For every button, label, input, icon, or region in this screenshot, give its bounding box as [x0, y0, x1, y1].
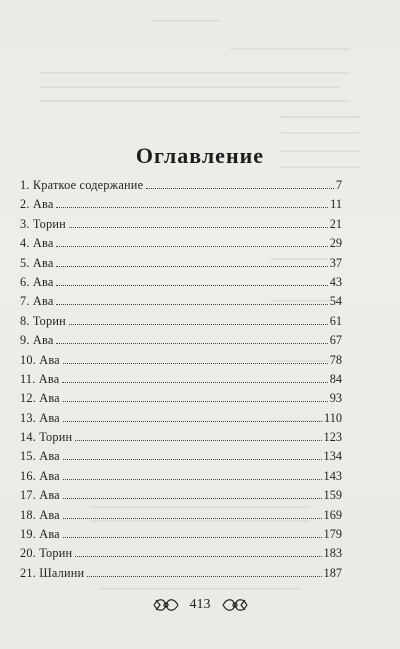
dot-leader [63, 421, 322, 422]
dot-leader [56, 285, 327, 286]
toc-entry [20, 353, 342, 372]
toc-entry [20, 411, 342, 430]
toc-entry-label: 21. Шалини [20, 565, 85, 580]
toc-entry-label: 8. Торин [20, 313, 66, 328]
toc-entry-page: 29 [329, 236, 342, 251]
toc-entry [20, 197, 342, 216]
toc-entry-page: 84 [329, 371, 342, 386]
toc-entry-label: 5. Ава [20, 255, 54, 270]
dot-leader [75, 556, 321, 557]
toc-entry-label: 11. Ава [20, 371, 60, 386]
toc-entry-page: 159 [323, 488, 342, 503]
toc-entry-label: 6. Ава [20, 274, 54, 289]
toc-entry-page: 187 [323, 565, 342, 580]
toc-entry [20, 546, 342, 565]
toc-entry [20, 566, 342, 585]
toc-entry [20, 488, 342, 507]
dot-leader [63, 518, 322, 519]
dot-leader [146, 188, 334, 189]
toc-entry-label: 4. Ава [20, 236, 54, 251]
toc-entry [20, 469, 342, 488]
dot-leader [63, 537, 322, 538]
toc-entry-label: 10. Ава [20, 352, 60, 367]
toc-entry-page: 123 [323, 430, 342, 445]
dot-leader [75, 440, 321, 441]
toc-entry [20, 217, 342, 236]
toc-entry [20, 275, 342, 294]
dot-leader [56, 266, 327, 267]
toc-entry-page: 7 [335, 178, 342, 192]
toc-entry-page: 67 [329, 333, 342, 348]
toc-entry [20, 178, 342, 197]
dot-leader [56, 304, 327, 305]
dot-leader [69, 324, 328, 325]
dot-leader [87, 576, 321, 577]
toc-entry-page: 110 [324, 410, 342, 425]
page-title: Оглавление [135, 142, 265, 168]
flourish-ornament-icon [152, 596, 180, 614]
toc-entry-page: 54 [329, 294, 342, 309]
toc-entry-page: 37 [329, 255, 342, 270]
toc-entry [20, 372, 342, 391]
flourish-ornament-icon [221, 596, 249, 614]
toc-entry [20, 508, 342, 527]
toc-entry [20, 256, 342, 275]
toc-entry [20, 294, 342, 313]
toc-entry [20, 333, 342, 352]
toc-entry-label: 20. Торин [20, 546, 73, 561]
dot-leader [63, 479, 322, 480]
toc-entry-label: 17. Ава [20, 488, 60, 503]
toc-entry-label: 15. Ава [20, 449, 60, 464]
dot-leader [63, 363, 328, 364]
toc-entry [20, 449, 342, 468]
toc-entry-label: 12. Ава [20, 391, 60, 406]
toc-entry-page: 61 [329, 313, 342, 328]
dot-leader [56, 343, 327, 344]
table-of-contents [20, 178, 342, 585]
toc-entry-page: 134 [323, 449, 342, 464]
toc-entry-label: 14. Торин [20, 430, 73, 445]
toc-entry-label: 2. Ава [20, 197, 54, 212]
toc-entry [20, 391, 342, 410]
toc-entry-page: 183 [323, 546, 342, 561]
toc-entry-label: 7. Ава [20, 294, 54, 309]
toc-entry-page: 93 [329, 391, 342, 406]
toc-entry-label: 18. Ава [20, 507, 60, 522]
toc-entry-label: 3. Торин [20, 216, 66, 231]
dot-leader [69, 227, 328, 228]
dot-leader [56, 207, 328, 208]
toc-entry-page: 179 [323, 527, 342, 542]
toc-entry-label: 1. Краткое содержание [20, 178, 144, 192]
page-footer [0, 596, 400, 614]
toc-entry-label: 19. Ава [20, 527, 60, 542]
dot-leader [63, 459, 322, 460]
toc-entry-page: 11 [330, 197, 342, 212]
dot-leader [63, 401, 328, 402]
toc-entry-label: 13. Ава [20, 410, 60, 425]
toc-entry [20, 527, 342, 546]
page-number: 413 [189, 597, 211, 612]
toc-entry-page: 43 [329, 274, 342, 289]
toc-entry [20, 430, 342, 449]
dot-leader [62, 382, 327, 383]
toc-entry-page: 78 [329, 352, 342, 367]
toc-entry-page: 21 [329, 216, 342, 231]
dot-leader [56, 246, 327, 247]
toc-entry-page: 169 [323, 507, 342, 522]
toc-entry [20, 236, 342, 255]
toc-entry-page: 143 [323, 468, 342, 483]
dot-leader [63, 498, 322, 499]
toc-entry-label: 16. Ава [20, 468, 60, 483]
toc-entry [20, 314, 342, 333]
toc-entry-label: 9. Ава [20, 333, 54, 348]
